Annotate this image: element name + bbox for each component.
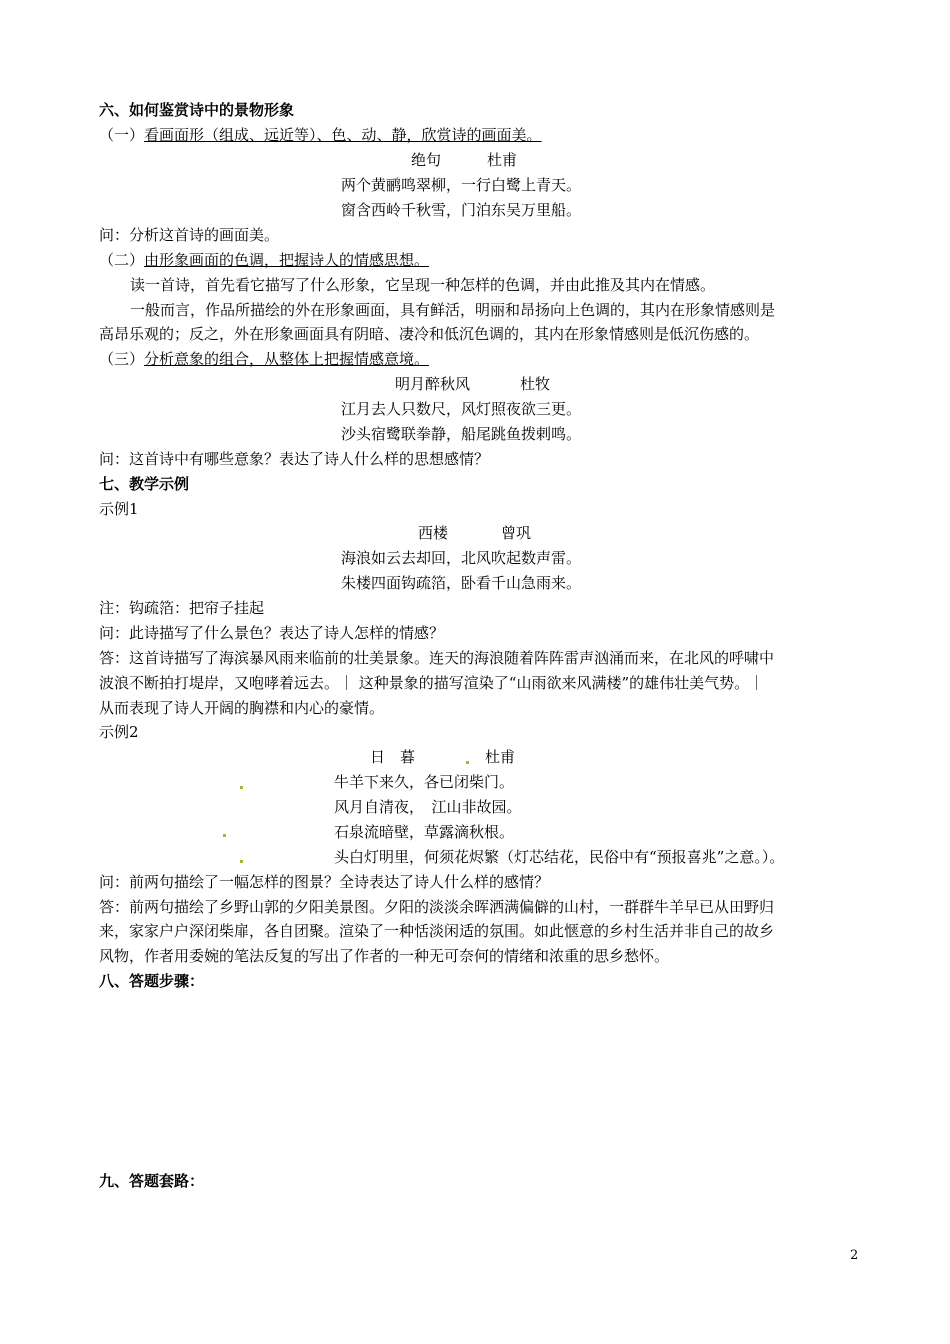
answer-line: 风物，作者用委婉的笔法反复的写出了作者的一种无可奈何的情绪和浓重的思乡愁怀。 [99, 947, 670, 965]
poem-line: 沙头宿鹭联拳静，船尾跳鱼拨剌鸣。 [341, 425, 582, 443]
question: 问：分析这首诗的画面美。 [99, 226, 280, 244]
answer-line: 答：这首诗描写了海滨暴风雨来临前的壮美景象。连天的海浪随着阵阵雷声汹涌而来，在北风的呼啸中 [99, 649, 775, 667]
section-6-title: 六、如何鉴赏诗中的景物形象 [99, 101, 295, 119]
poem-title: 西楼 [418, 524, 449, 542]
poem-author: 杜甫 [485, 748, 516, 766]
example-label: 示例2 [99, 723, 139, 741]
poem-author: 杜甫 [487, 151, 518, 169]
marker-dot [466, 761, 469, 764]
poem-title: 日 暮 [370, 748, 416, 766]
question: 问：这首诗中有哪些意象？表达了诗人什么样的思想感情？ [99, 450, 490, 468]
answer-line: 来，家家户户深闭柴扉，各自团聚。渲染了一种恬淡闲适的氛围。如此惬意的乡村生活并非自己的故乡 [99, 922, 775, 940]
poem-line: 窗含西岭千秋雪，门泊东吴万里船。 [341, 201, 582, 219]
marker-dot [223, 834, 226, 837]
paragraph: 读一首诗，首先看它描写了什么形象，它呈现一种怎样的色调，并由此推及其内在情感。 [130, 276, 716, 294]
page-number: 2 [850, 1248, 859, 1263]
subsection-3-text: 分析意象的组合，从整体上把握情感意境。 [144, 350, 430, 368]
answer-line: 从而表现了诗人开阔的胸襟和内心的豪情。 [99, 699, 385, 717]
poem-2-heading [395, 373, 550, 395]
subsection-1-text: 看画面形（组成、远近等）、色、动、静，欣赏诗的画面美。 [144, 126, 542, 144]
poem-line: 石泉流暗壁，草露滴秋根。 [334, 823, 515, 841]
poem-line: 江月去人只数尺，风灯照夜欲三更。 [341, 400, 582, 418]
subsection-2 [99, 249, 429, 271]
poem-author: 杜牧 [520, 375, 551, 393]
example-label: 示例1 [99, 500, 139, 518]
poem-title: 绝句 [411, 151, 442, 169]
section-7-title: 七、教学示例 [99, 475, 190, 493]
paragraph: 高昂乐观的；反之，外在形象画面具有阴暗、凄冷和低沉色调的，其内在形象情感则是低沉伤感的。 [99, 325, 760, 343]
paragraph: 一般而言，作品所描绘的外在形象画面，具有鲜活，明丽和昂扬向上色调的，其内在形象情感则是 [130, 301, 776, 319]
subsection-1 [99, 124, 542, 146]
answer-line: 波浪不断拍打堤岸，又咆哮着远去。｜ 这种景象的描写渲染了“山雨欲来风满楼”的雄伟壮美气势。｜ [99, 674, 765, 692]
section-8-title: 八、答题步骤： [99, 972, 205, 990]
subsection-2-label: （二） [99, 251, 145, 269]
subsection-3 [99, 348, 429, 370]
marker-dot [240, 860, 243, 863]
subsection-1-label: （一） [99, 126, 145, 144]
question: 问：前两句描绘了一幅怎样的图景？全诗表达了诗人什么样的感情？ [99, 873, 550, 891]
poem-title: 明月醉秋风 [395, 375, 471, 393]
section-9-title: 九、答题套路： [99, 1172, 205, 1190]
subsection-3-label: （三） [99, 350, 145, 368]
poem-line: 风月自清夜， 江山非故园。 [334, 798, 522, 816]
note: 注：钩疏箔：把帘子挂起 [99, 599, 265, 617]
poem-author: 曾巩 [501, 524, 532, 542]
subsection-2-text: 由形象画面的色调，把握诗人的情感思想。 [144, 251, 430, 269]
poem-line: 两个黄鹂鸣翠柳，一行白鹭上青天。 [341, 176, 582, 194]
answer-line: 答：前两句描绘了乡野山郭的夕阳美景图。夕阳的淡淡余晖洒满偏僻的山村，一群群牛羊早已从田野归 [99, 898, 775, 916]
poem-line: 海浪如云去却回，北风吹起数声雷。 [341, 549, 582, 567]
poem-3-heading [418, 522, 531, 544]
poem-line: 头白灯明里，何须花烬繁（灯芯结花，民俗中有“预报喜兆”之意。）。 [334, 848, 785, 866]
question: 问：此诗描写了什么景色？表达了诗人怎样的情感？ [99, 624, 445, 642]
marker-dot [240, 786, 243, 789]
poem-line: 牛羊下来久，各已闭柴门。 [334, 773, 515, 791]
poem-4-heading [370, 746, 515, 768]
poem-line: 朱楼四面钩疏箔，卧看千山急雨来。 [341, 574, 582, 592]
poem-1-heading [411, 149, 517, 171]
